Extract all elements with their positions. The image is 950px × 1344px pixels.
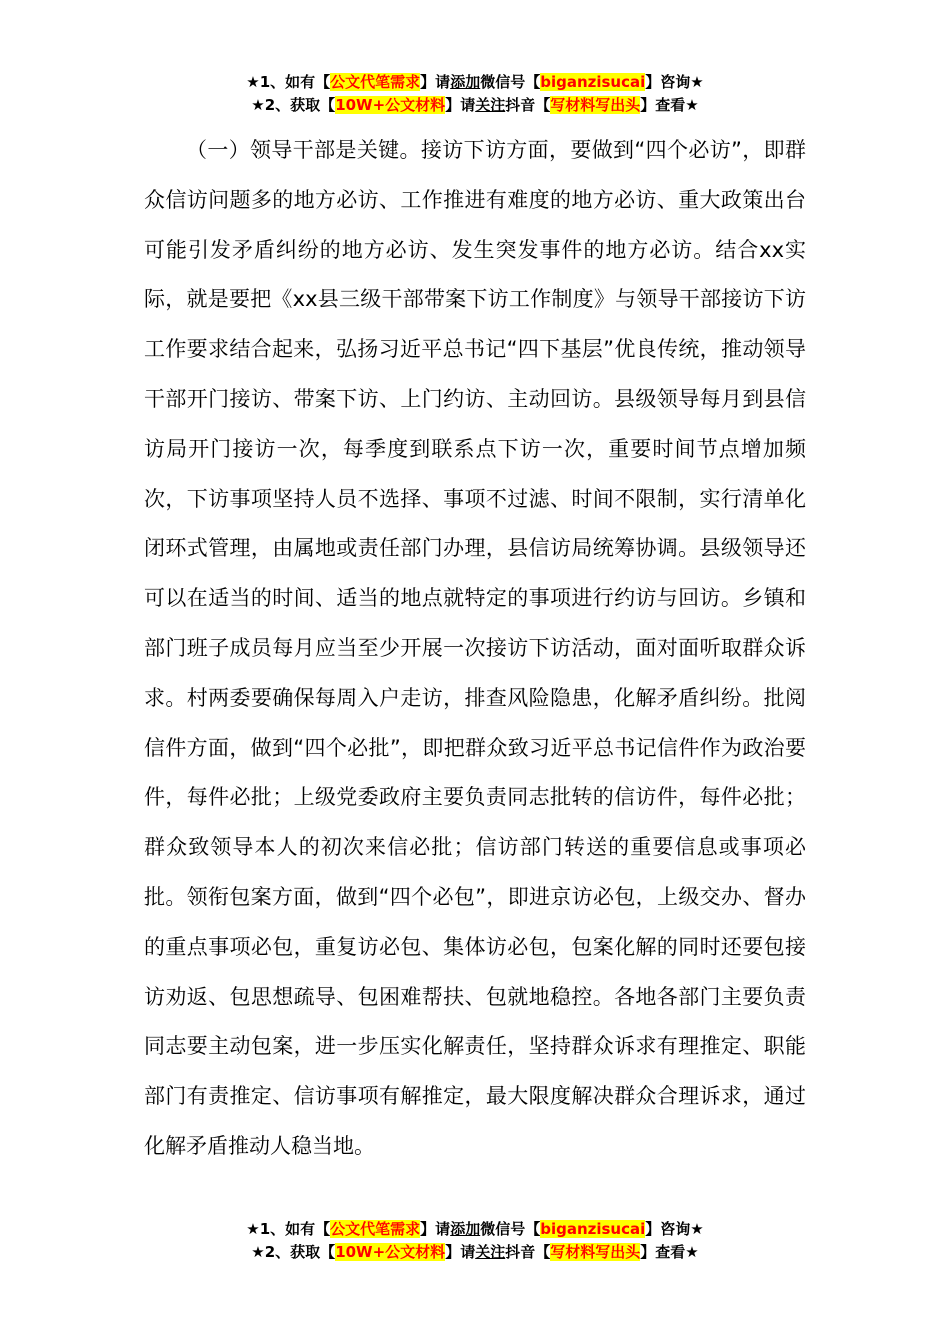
promo-line-2-highlight-account: 写材料写出头 bbox=[550, 1243, 641, 1261]
promo-line-1-prefix: ★1、如有【 bbox=[246, 1220, 331, 1238]
promo-line-2-prefix: ★2、获取【 bbox=[251, 1243, 336, 1261]
promo-line-1-highlight-service: 公文代笔需求 bbox=[330, 1220, 421, 1238]
header-promo-banner bbox=[0, 71, 950, 117]
promo-line-2 bbox=[0, 1241, 950, 1264]
promo-line-2-prefix: ★2、获取【 bbox=[251, 96, 336, 114]
promo-line-2 bbox=[0, 94, 950, 117]
promo-line-1-mid2: 微信号【 bbox=[480, 73, 541, 91]
promo-line-2-mid: 】请 bbox=[445, 1243, 476, 1261]
promo-line-2-mid2: 抖音【 bbox=[505, 1243, 551, 1261]
promo-line-2-highlight-materials: 10W+公文材料 bbox=[335, 96, 446, 114]
footer-promo-banner bbox=[0, 1218, 950, 1264]
promo-line-2-suffix: 】查看★ bbox=[640, 1243, 699, 1261]
promo-line-1-mid: 】请 bbox=[420, 1220, 451, 1238]
promo-line-1-underlined: 添加 bbox=[450, 1220, 481, 1238]
document-body-paragraph: （一）领导干部是关键。接访下访方面，要做到“四个必访”，即群众信访问题多的地方必访、工作推进有难度的地方必访、重大政策出台可能引发矛盾纠纷的地方必访、发生突发事件的地方必访。结合xx实际，就是要把《xx县三级干部带案下访工作制度》与领导干部接访下访工作要求结合起来，弘扬习近平总书记“四下基层”优良传统，推动领导干部开门接访、带案下访、上门约访、主动回访。县级领导每月到县信访局开门接访一次，每季度到联系点下访一次，重要时间节点增加频次，下访事项坚持人员不选择、事项不过滤、时间不限制，实行清单化闭环式管理，由属地或责任部门办理，县信访局统筹协调。县级领导还可以在适当的时间、适当的地点就特定的事项进行约访与回访。乡镇和部门班子成员每月应当至少开展一次接访下访活动，面对面听取群众诉求。村两委要确保每周入户走访，排查风险隐患，化解矛盾纠纷。批阅信件方面，做到“四个必批”，即把群众致习近平总书记信件作为政治要件，每件必批；上级党委政府主要负责同志批转的信访件，每件必批；群众致领导本人的初次来信必批；信访部门转送的重要信息或事项必批。领衔包案方面，做到“四个必包”，即进京访必包，上级交办、督办的重点事项必包，重复访必包、集体访必包，包案化解的同时还要包接访劝返、包思想疏导、包困难帮扶、包就地稳控。各地各部门主要负责同志要主动包案，进一步压实化解责任，坚持群众诉求有理推定、职能部门有责推定、信访事项有解推定，最大限度解决群众合理诉求，通过化解矛盾推动人稳当地。 bbox=[144, 138, 806, 1158]
promo-line-2-underlined: 关注 bbox=[475, 96, 506, 114]
promo-line-2-suffix: 】查看★ bbox=[640, 96, 699, 114]
promo-line-2-mid2: 抖音【 bbox=[505, 96, 551, 114]
promo-line-1-highlight-service: 公文代笔需求 bbox=[330, 73, 421, 91]
promo-line-1-underlined: 添加 bbox=[450, 73, 481, 91]
promo-line-1-mid: 】请 bbox=[420, 73, 451, 91]
promo-line-1-suffix: 】咨询★ bbox=[645, 73, 704, 91]
promo-line-2-underlined: 关注 bbox=[475, 1243, 506, 1261]
promo-line-1-highlight-account: biganzisucai bbox=[540, 73, 646, 91]
promo-line-1-mid2: 微信号【 bbox=[480, 1220, 541, 1238]
promo-line-2-highlight-materials: 10W+公文材料 bbox=[335, 1243, 446, 1261]
promo-line-2-mid: 】请 bbox=[445, 96, 476, 114]
promo-line-1 bbox=[0, 71, 950, 94]
promo-line-1 bbox=[0, 1218, 950, 1241]
promo-line-1-suffix: 】咨询★ bbox=[645, 1220, 704, 1238]
promo-line-1-prefix: ★1、如有【 bbox=[246, 73, 331, 91]
promo-line-1-highlight-account: biganzisucai bbox=[540, 1220, 646, 1238]
promo-line-2-highlight-account: 写材料写出头 bbox=[550, 96, 641, 114]
